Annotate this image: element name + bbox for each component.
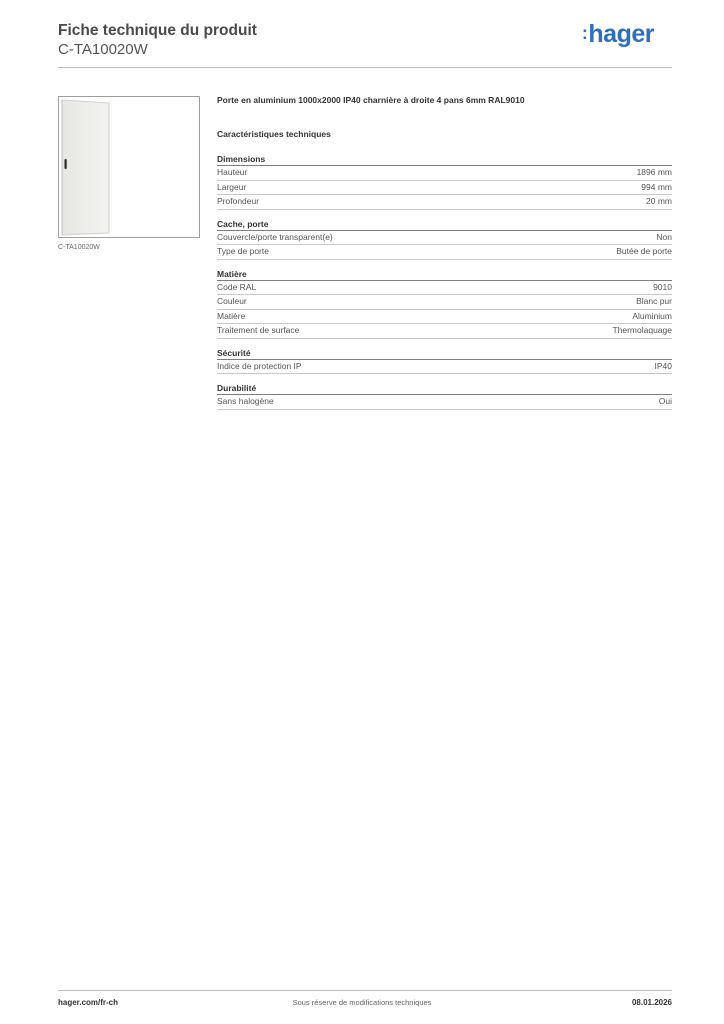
spec-value: Non: [656, 231, 672, 242]
spec-group: [217, 268, 672, 339]
spec-group: [217, 382, 672, 410]
spec-group: [217, 347, 672, 375]
spec-group-title: Sécurité: [217, 347, 672, 360]
logo-text: hager: [588, 20, 654, 48]
header-divider: [58, 67, 672, 68]
door-product-icon: [59, 97, 199, 237]
spec-row: [217, 281, 672, 296]
spec-row: [217, 231, 672, 246]
spec-label: Code RAL: [217, 281, 257, 292]
spec-row: [217, 295, 672, 310]
spec-row: [217, 195, 672, 210]
page-title: Fiche technique du produit: [58, 22, 257, 39]
spec-group-title: Dimensions: [217, 153, 672, 166]
hager-logo: [582, 20, 654, 49]
page-header: [58, 20, 672, 68]
spec-label: Profondeur: [217, 196, 260, 206]
spec-group: [217, 218, 672, 260]
footer-disclaimer: Sous réserve de modifications techniques: [292, 998, 432, 1007]
spec-label: Sans halogène: [217, 396, 274, 406]
spec-label: Largeur: [217, 181, 247, 192]
spec-row: [217, 360, 672, 375]
product-image: [58, 96, 200, 238]
logo-dots-icon: :: [581, 23, 588, 43]
spec-value: 20 mm: [646, 196, 672, 206]
spec-value: Oui: [658, 396, 672, 406]
spec-value: Blanc pur: [636, 296, 672, 306]
spec-label: Matière: [217, 310, 246, 321]
image-caption: C-TA10020W: [58, 244, 100, 251]
spec-label: Indice de protection IP: [217, 360, 302, 371]
technical-sheet: [217, 95, 672, 418]
spec-value: 1896 mm: [636, 167, 672, 177]
spec-row: [217, 181, 672, 196]
spec-label: Type de porte: [217, 246, 269, 256]
spec-row: [217, 310, 672, 325]
footer-divider: [58, 990, 672, 991]
spec-value: Aluminium: [632, 310, 672, 321]
spec-row: [217, 324, 672, 339]
spec-value: Thermolaquage: [612, 325, 672, 335]
spec-label: Hauteur: [217, 167, 248, 177]
spec-group: [217, 153, 672, 210]
spec-label: Couleur: [217, 296, 247, 306]
characteristics-groups: [217, 153, 672, 410]
spec-group-title: Matière: [217, 268, 672, 281]
footer-website-link[interactable]: hager.com/fr-ch: [58, 998, 119, 1007]
product-reference: C-TA10020W: [58, 41, 148, 58]
product-description: Porte en aluminium 1000x2000 IP40 charnière à droite 4 pans 6mm RAL9010: [217, 95, 525, 105]
spec-label: Couvercle/porte transparent(e): [217, 231, 333, 242]
spec-row: [217, 395, 672, 410]
spec-group-title: Durabilité: [217, 382, 672, 395]
spec-value: 994 mm: [641, 181, 672, 192]
spec-value: IP40: [654, 360, 672, 371]
footer-date: 08.01.2026: [631, 998, 672, 1007]
spec-value: 9010: [653, 281, 672, 292]
spec-value: Butée de porte: [616, 246, 672, 256]
spec-label: Traitement de surface: [217, 325, 300, 335]
spec-row: [217, 245, 672, 260]
characteristics-heading: Caractéristiques techniques: [217, 129, 331, 139]
spec-row: [217, 166, 672, 181]
spec-group-title: Cache, porte: [217, 218, 672, 231]
